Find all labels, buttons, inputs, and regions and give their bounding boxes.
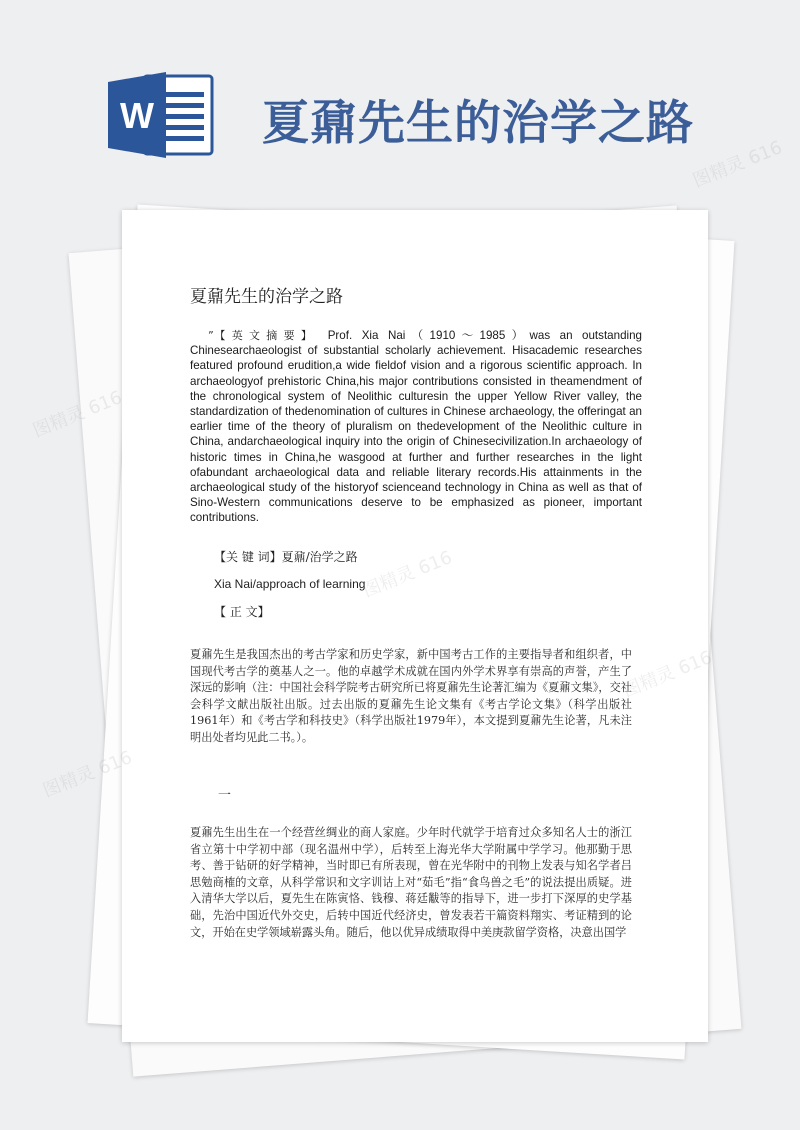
document-title: 夏鼐先生的治学之路 <box>190 287 343 307</box>
keywords-english: Xia Nai/approach of learning <box>214 577 366 591</box>
word-document-icon <box>108 72 216 158</box>
header-banner <box>0 0 800 200</box>
keywords-chinese: 【关 键 词】夏鼐/治学之路 <box>214 550 358 564</box>
document-page <box>122 210 708 1042</box>
body-paragraph-2: 夏鼐先生出生在一个经营丝绸业的商人家庭。少年时代就学于培育过众多知名人士的浙江省立第十中学初中部（现名温州中学），后转至上海光华大学附属中学学习。他那勤于思考、善于钻研的好学精神，当时即已有所表现，曾在光华附中的刊物上发表与知名学者吕思勉商榷的文章，从科学常识和文字训诂上对“茹毛”指“食鸟兽之毛”的说法提出质疑。进入清华大学以后，夏先生在陈寅恪、钱穆、蒋廷黻等的指导下，进一步打下深厚的史学基础，先治中国近代外交史，后转中国近代经济史，曾发表若干篇资料翔实、考证精到的论文，开始在史学领域崭露头角。随后，他以优异成绩取得中美庚款留学资格，决意出国学 <box>190 826 632 939</box>
english-abstract <box>190 328 642 526</box>
watermark: 图精灵 616 <box>690 137 786 192</box>
svg-text:W: W <box>120 95 154 136</box>
abstract-label: ”【英文摘要】 <box>208 329 319 342</box>
body-paragraph-1: 夏鼐先生是我国杰出的考古学家和历史学家，新中国考古工作的主要指导者和组织者，中国现代考古学的奠基人之一。他的卓越学术成就在国内外学术界享有崇高的声誉，产生了深远的影响（注：中国社会科学院考古研究所已将夏鼐先生论著汇编为《夏鼐文集》，交社会科学文献出版社出版。过去出版的夏鼐先生论文集有《考古学论文集》（科学出版社1961年）和《考古学和科技史》（科学出版社1979年），本文提到夏鼐先生论著，凡未注明出处者均见此二书。）。 <box>190 648 632 744</box>
banner-title: 夏鼐先生的治学之路 <box>262 96 694 151</box>
section-number: 一 <box>218 788 232 803</box>
body-label: 【 正 文】 <box>214 605 270 619</box>
abstract-text: Prof. Xia Nai（1910～1985）was an outstanding Chinesearchaeologist of substantial scholarly achievement. Hisacademic researches featured profound erudition,a wide fieldof vision and a rigorous scientific approach. In archaeologyof prehistoric China,his major contributions consisted in theamendment of the chronological system of Neolithic culturesin the upper Yellow River valley, the standardization of thedenomination of cultures in Chinese archaeology, the offeringat an earlier time of the theory of pluralism on thedevelopment of the Neolithic culture in China, andarchaeological inquiry into the origin of Chinesecivilization.In archaeology of historic times in China,he wasgood at further and further researches in the light ofabundant archaeological data and reliable literary records.His attainments in the archaeological study of the historyof scienceand technology in China as well as that of Sino-Western communications deserve to be emphasized as pioneer, important contributions. <box>190 329 642 525</box>
watermark: 图精灵 616 <box>40 747 136 802</box>
watermark: 图精灵 616 <box>30 387 126 442</box>
